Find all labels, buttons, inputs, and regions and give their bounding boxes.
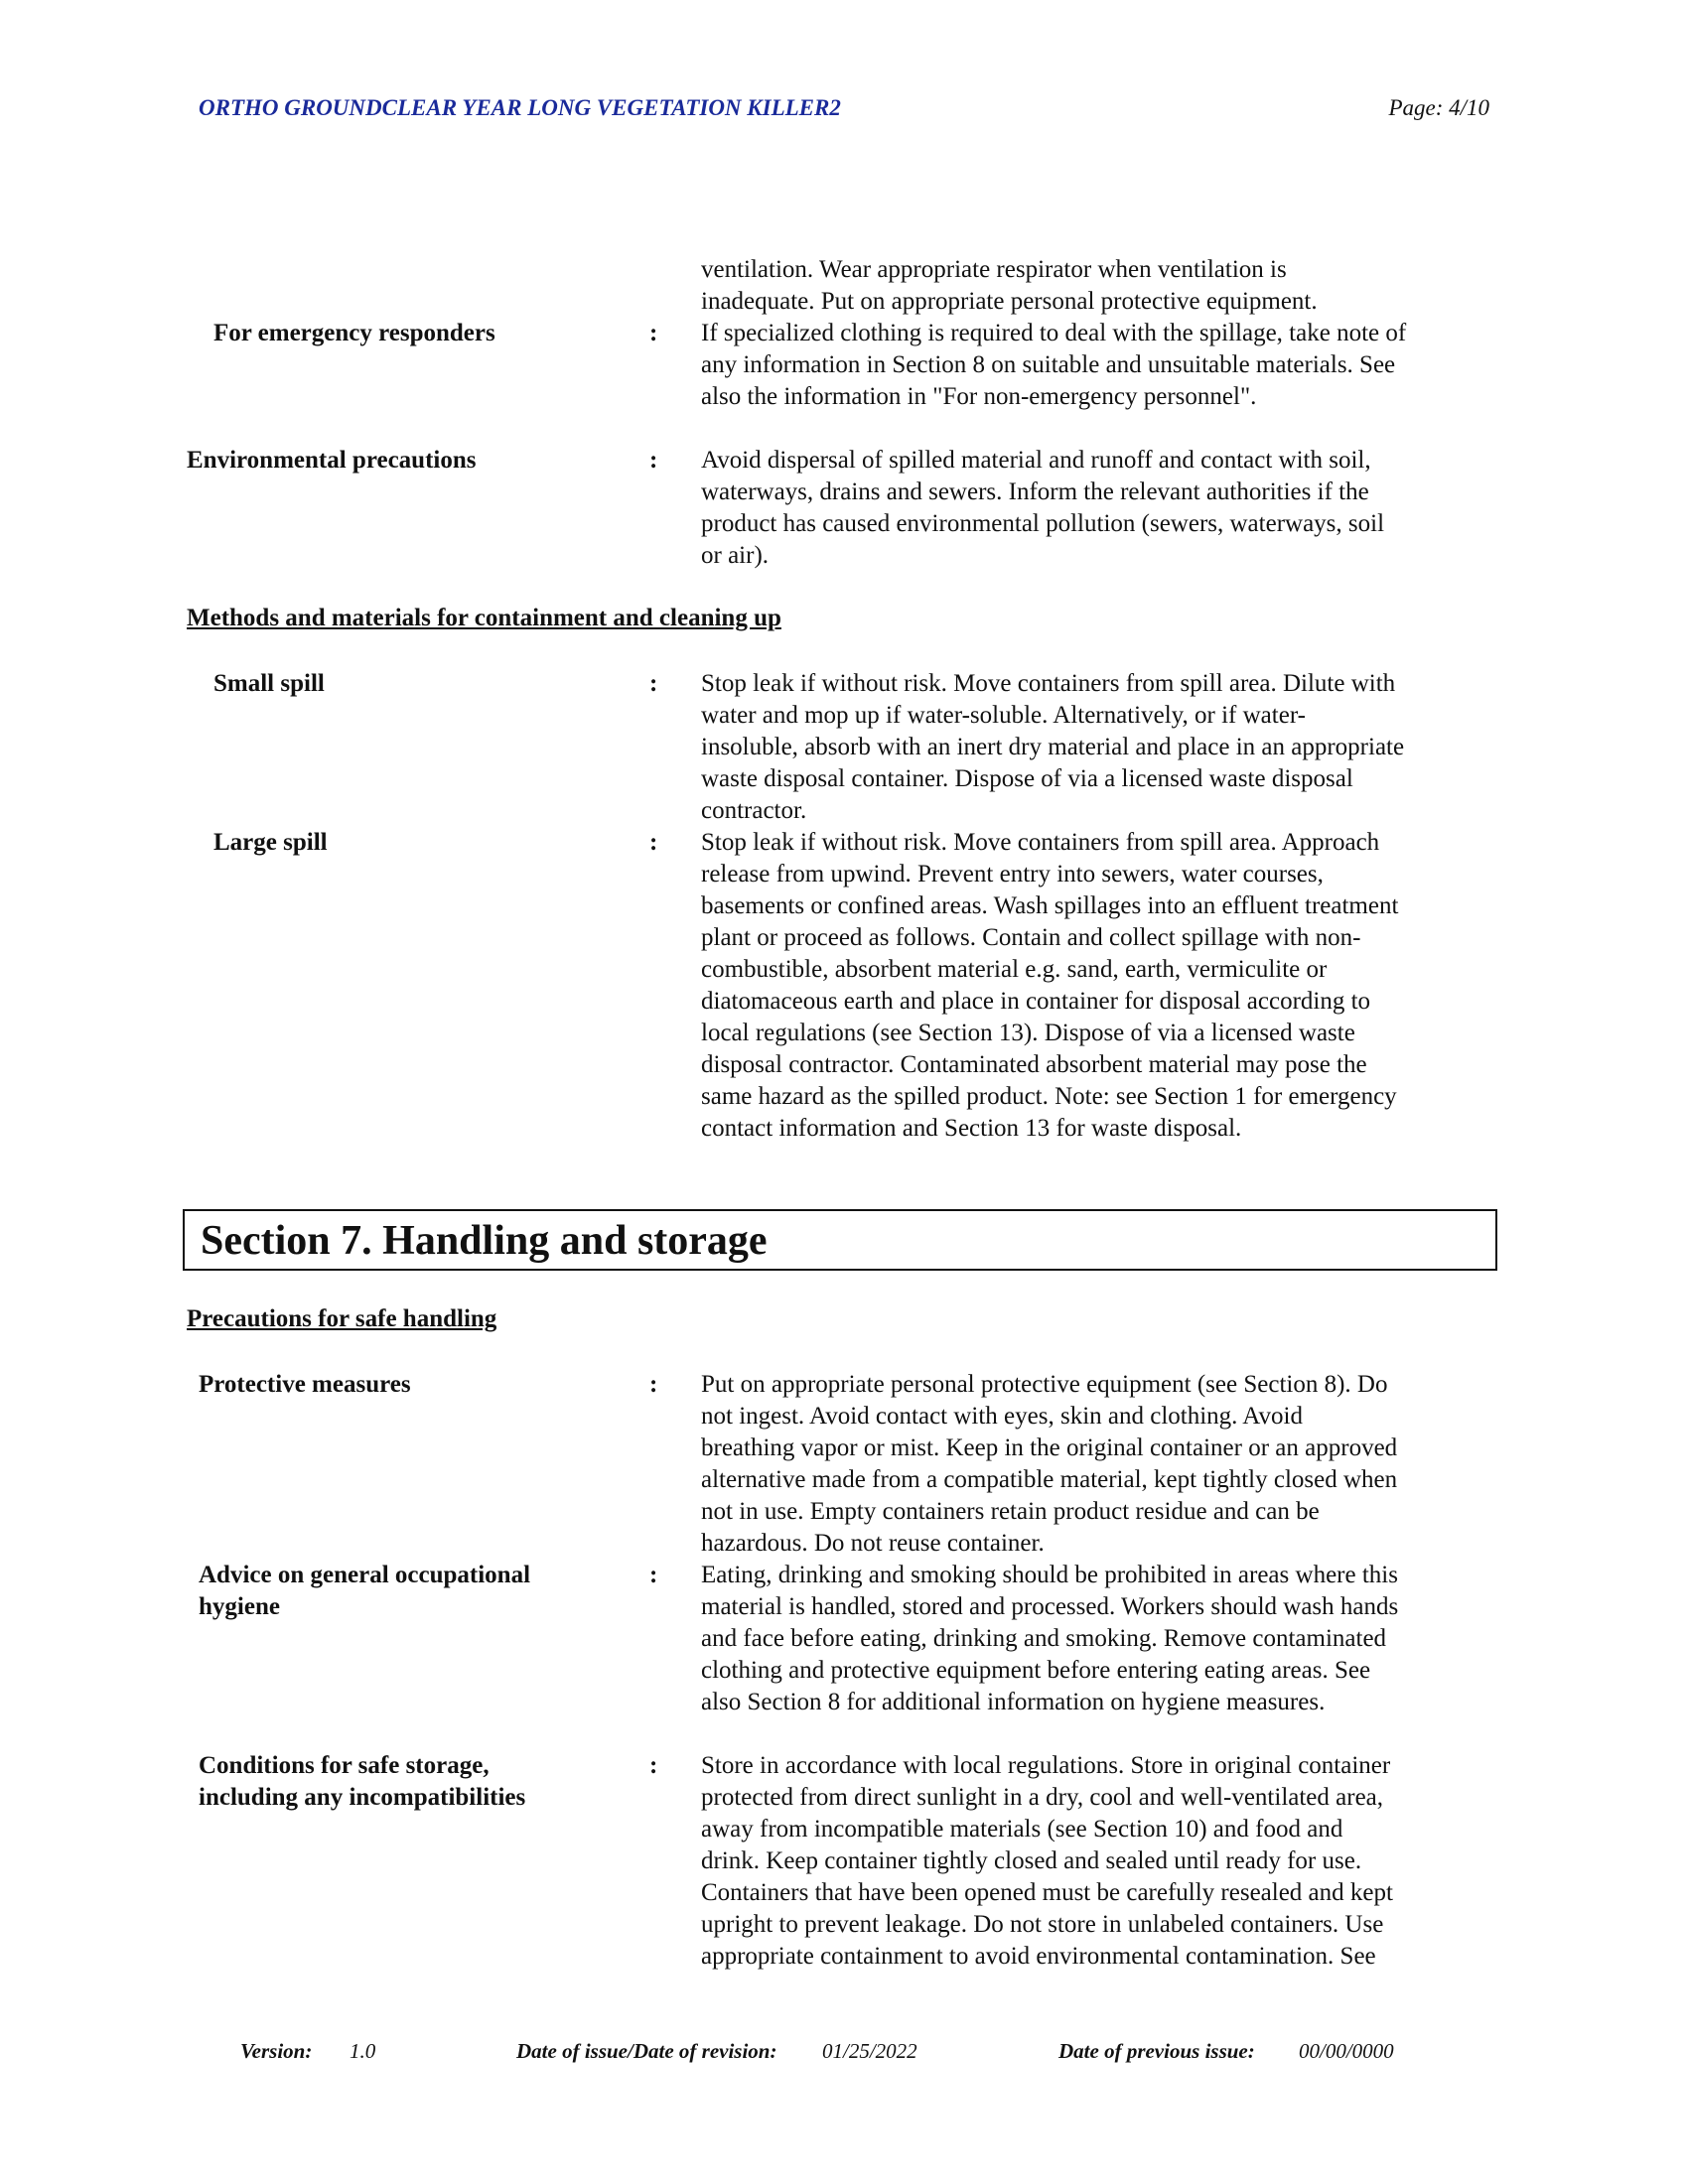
text-line: ventilation. Wear appropriate respirator when ventilation is (701, 256, 1287, 283)
text-line: protected from direct sunlight in a dry, cool and well-ventilated area, (701, 1784, 1384, 1811)
label-line: including any incompatibilities (199, 1784, 526, 1811)
text-line: water and mop up if water-soluble. Alternatively, or if water- (701, 702, 1306, 729)
large-spill-label: Large spill (213, 829, 328, 856)
text-line: contact information and Section 13 for waste disposal. (701, 1115, 1242, 1142)
text-line: waterways, drains and sewers. Inform the relevant authorities if the (701, 478, 1369, 505)
storage-text (701, 1750, 1495, 1973)
emergency-responders-label: For emergency responders (213, 320, 495, 346)
issue-date-label: Date of issue/Date of revision: (516, 2039, 777, 2063)
text-line: insoluble, absorb with an inert dry material and place in an appropriate (701, 734, 1405, 760)
colon: : (649, 1562, 658, 1588)
document-title: ORTHO GROUNDCLEAR YEAR LONG VEGETATION KILLER2 (199, 95, 841, 120)
text-line: product has caused environmental pollution (sewers, waterways, soil (701, 510, 1385, 537)
label-line: Advice on general occupational (199, 1562, 531, 1588)
version-label: Version: (240, 2039, 313, 2063)
text-line: If specialized clothing is required to deal with the spillage, take note of (701, 320, 1407, 346)
colon: : (649, 829, 658, 856)
hygiene-label (199, 1560, 530, 1623)
text-line: same hazard as the spilled product. Note: see Section 1 for emergency (701, 1083, 1397, 1110)
environmental-precautions-label: Environmental precautions (187, 447, 477, 474)
text-line: Containers that have been opened must be carefully resealed and kept (701, 1879, 1393, 1906)
text-line: breathing vapor or mist. Keep in the original container or an approved (701, 1434, 1398, 1461)
protective-measures-text (701, 1369, 1495, 1560)
text-line: local regulations (see Section 13). Dispose of via a licensed waste (701, 1020, 1355, 1046)
text-line: hazardous. Do not reuse container. (701, 1530, 1045, 1557)
version-value: 1.0 (350, 2039, 376, 2063)
small-spill-text (701, 668, 1495, 827)
page-footer (0, 2039, 1688, 2069)
text-line: contractor. (701, 797, 807, 824)
section-7-title: Section 7. Handling and storage (201, 1218, 768, 1264)
label-line: hygiene (199, 1593, 280, 1620)
text-line: Stop leak if without risk. Move containers from spill area. Dilute with (701, 670, 1396, 697)
text-line: also Section 8 for additional information on hygiene measures. (701, 1689, 1326, 1715)
text-line: combustible, absorbent material e.g. sand, earth, vermiculite or (701, 956, 1328, 983)
text-line: basements or confined areas. Wash spillages into an effluent treatment (701, 892, 1399, 919)
text-line: Eating, drinking and smoking should be prohibited in areas where this (701, 1562, 1398, 1588)
text-line: waste disposal container. Dispose of via a licensed waste disposal (701, 765, 1353, 792)
hygiene-text (701, 1560, 1495, 1718)
text-line: clothing and protective equipment before entering eating areas. See (701, 1657, 1371, 1684)
text-line: Stop leak if without risk. Move containers from spill area. Approach (701, 829, 1380, 856)
colon: : (649, 1371, 658, 1398)
section-7-header (183, 1209, 1497, 1271)
large-spill-text (701, 827, 1495, 1145)
small-spill-label: Small spill (213, 670, 325, 697)
text-line: drink. Keep container tightly closed and sealed until ready for use. (701, 1847, 1362, 1874)
text-line: Put on appropriate personal protective equipment (see Section 8). Do (701, 1371, 1388, 1398)
text-line: or air). (701, 542, 770, 569)
protective-measures-label: Protective measures (199, 1371, 411, 1398)
precautions-heading: Precautions for safe handling (187, 1305, 497, 1332)
containment-heading: Methods and materials for containment and cleaning up (187, 605, 781, 631)
colon: : (649, 320, 658, 346)
text-line: inadequate. Put on appropriate personal protective equipment. (701, 288, 1318, 315)
text-line: away from incompatible materials (see Section 10) and food and (701, 1816, 1343, 1843)
text-line: Store in accordance with local regulations. Store in original container (701, 1752, 1391, 1779)
continuation-text (701, 254, 1495, 318)
text-line: any information in Section 8 on suitable and unsuitable materials. See (701, 351, 1396, 378)
environmental-precautions-text (701, 445, 1495, 572)
page-header (199, 95, 1489, 135)
text-line: release from upwind. Prevent entry into sewers, water courses, (701, 861, 1324, 887)
colon: : (649, 447, 658, 474)
text-line: disposal contractor. Contaminated absorbent material may pose the (701, 1051, 1367, 1078)
colon: : (649, 1752, 658, 1779)
text-line: also the information in "For non-emergency personnel". (701, 383, 1257, 410)
previous-issue-label: Date of previous issue: (1058, 2039, 1255, 2063)
text-line: material is handled, stored and processed. Workers should wash hands (701, 1593, 1399, 1620)
text-line: diatomaceous earth and place in container for disposal according to (701, 988, 1371, 1015)
text-line: not ingest. Avoid contact with eyes, skin and clothing. Avoid (701, 1403, 1303, 1430)
storage-label (199, 1750, 525, 1814)
text-line: upright to prevent leakage. Do not store in unlabeled containers. Use (701, 1911, 1384, 1938)
label-line: Conditions for safe storage, (199, 1752, 490, 1779)
issue-date-value: 01/25/2022 (822, 2039, 917, 2063)
text-line: plant or proceed as follows. Contain and collect spillage with non- (701, 924, 1361, 951)
text-line: appropriate containment to avoid environmental contamination. See (701, 1943, 1376, 1970)
previous-issue-value: 00/00/0000 (1299, 2039, 1394, 2063)
text-line: and face before eating, drinking and smoking. Remove contaminated (701, 1625, 1387, 1652)
emergency-responders-text (701, 318, 1495, 413)
text-line: not in use. Empty containers retain product residue and can be (701, 1498, 1320, 1525)
text-line: alternative made from a compatible material, kept tightly closed when (701, 1466, 1398, 1493)
colon: : (649, 670, 658, 697)
page-number: Page: 4/10 (1388, 95, 1489, 120)
text-line: Avoid dispersal of spilled material and runoff and contact with soil, (701, 447, 1371, 474)
